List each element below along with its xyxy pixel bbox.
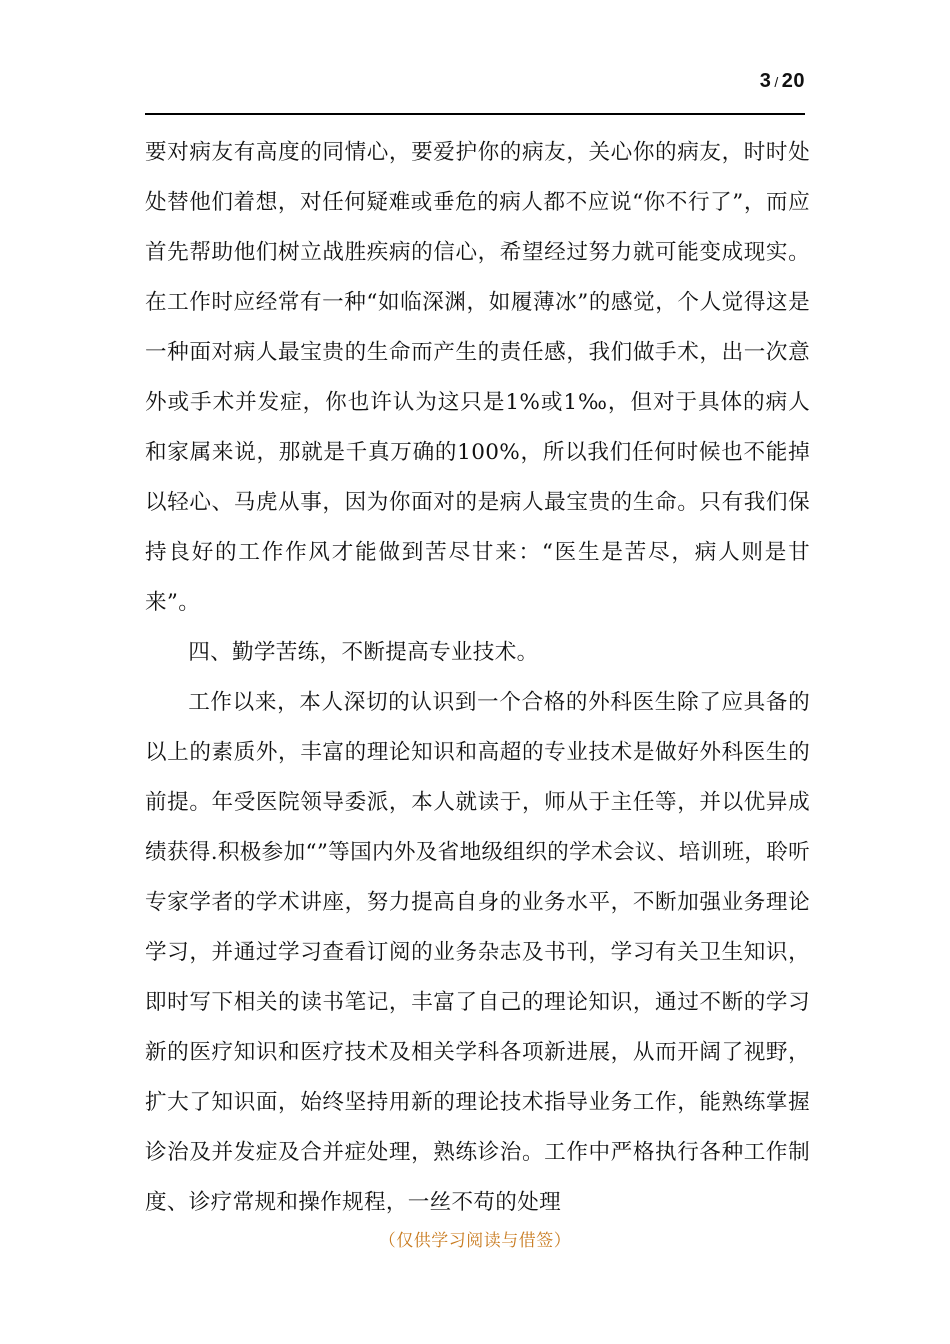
page-separator: /: [774, 74, 779, 90]
total-pages: 20: [781, 70, 805, 92]
current-page: 3: [759, 70, 772, 92]
body-paragraph: 工作以来，本人深切的认识到一个合格的外科医生除了应具备的以上的素质外，丰富的理论知识和高超的专业技术是做好外科医生的前提。年受医院领导委派，本人就读于，师从于主任等，并以优异成绩获得.积极参加“”等国内外及省地级组织的学术会议、培训班，聆听专家学者的学术讲座，努力提高自身的业务水平，不断加强业务理论学习，并通过学习查看订阅的业务杂志及书刊，学习有关卫生知识，即时写下相关的读书笔记，丰富了自己的理论知识，通过不断的学习新的医疗知识和医疗技术及相关学科各项新进展，从而开阔了视野，扩大了知识面，始终坚持用新的理论技术指导业务工作，能熟练掌握诊治及并发症及合并症处理，熟练诊治。工作中严格执行各种工作制度、诊疗常规和操作规程，一丝不苟的处理: [145, 690, 810, 1215]
section-heading: 四、勤学苦练，不断提高专业技术。: [188, 640, 539, 665]
footer-note: （仅供学习阅读与借签）: [378, 1231, 572, 1251]
body-paragraph: 要对病友有高度的同情心，要爱护你的病友，关心你的病友，时时处处替他们着想，对任何疑难或垂危的病人都不应说“你不行了”，而应首先帮助他们树立战胜疾病的信心，希望经过努力就可能变成现实。在工作时应经常有一种“如临深渊，如履薄冰”的感觉，个人觉得这是一种面对病人最宝贵的生命而产生的责任感，我们做手术，出一次意外或手术并发症，你也许认为这只是1%或1‰，但对于具体的病人和家属来说，那就是千真万确的100%，所以我们任何时候也不能掉以轻心、马虎从事，因为你面对的是病人最宝贵的生命。只有我们保持良好的工作作风才能做到苦尽甘来：“医生是苦尽，病人则是甘来”。: [145, 140, 810, 615]
page-number: [760, 70, 805, 93]
header-divider: [145, 113, 805, 115]
document-body: [145, 128, 810, 1228]
